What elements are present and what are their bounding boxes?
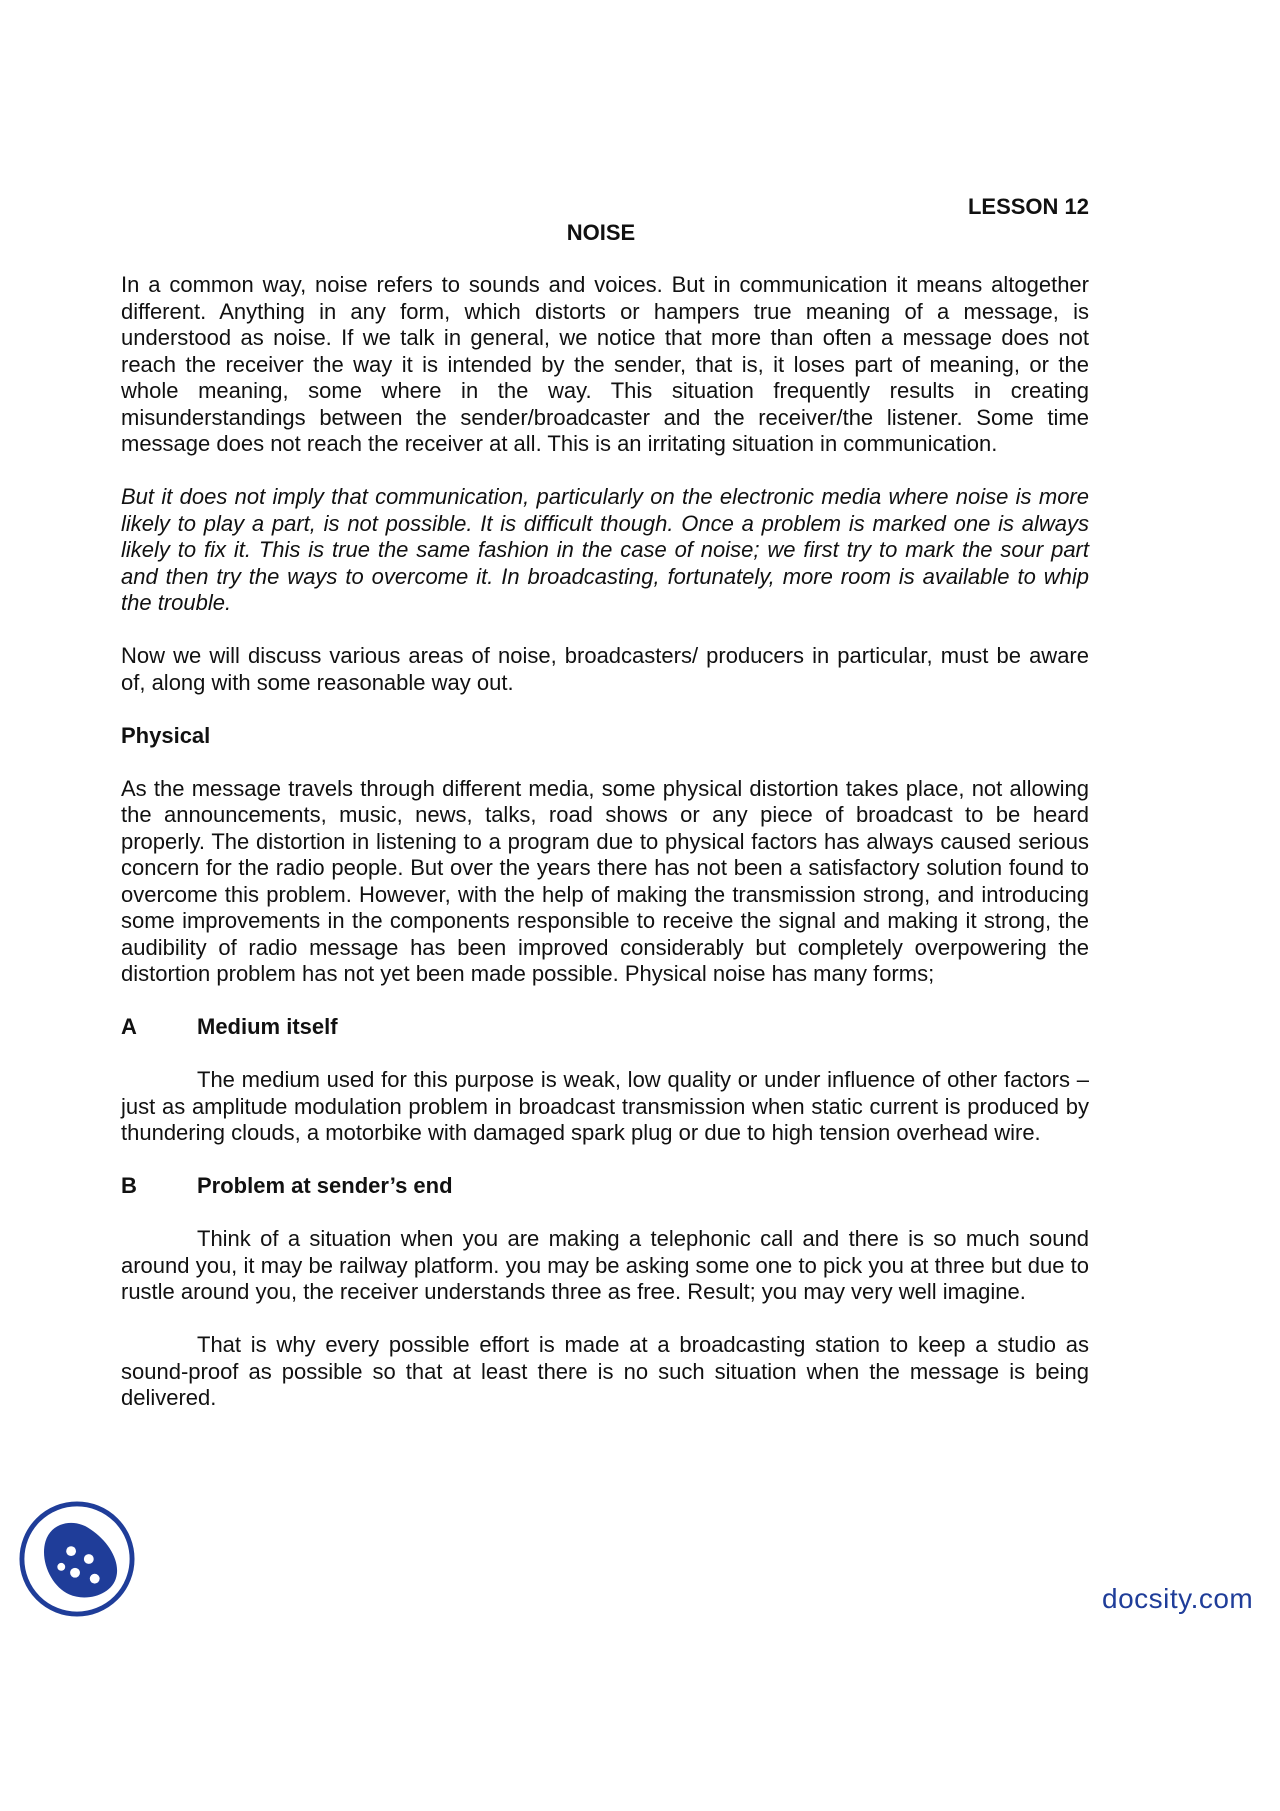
document-body: [121, 272, 1089, 1438]
section-heading-physical: Physical: [121, 722, 211, 748]
docsity-brand-link[interactable]: docsity.com: [1102, 1583, 1254, 1614]
lesson-number: LESSON 12: [967, 194, 1089, 219]
intro-paragraph-1: In a common way, noise refers to sounds and voices. But in communication it means altogether different. Anything in any form, which distorts or hampers true meaning of a message, is understood as noise. If we talk in general, we notice that more than often a message does not reach the receiver the way it is intended by the sender, that is, it loses part of meaning, or the whole meaning, some where in the way. This situation frequently results in creating misunderstandings between the sender/broadcaster and the receiver/the listener. Some time message does not reach the receiver at all. This is an irritating situation in communication.: [121, 272, 1089, 456]
section-heading-a: [121, 1014, 1089, 1041]
section-b-paragraph-2: That is why every possible effort is made at a broadcasting station to keep a studio as sound-proof as possible so that at least there is no such situation when the message is being delivered.: [121, 1332, 1089, 1410]
intro-paragraph-3: Now we will discuss various areas of noise, broadcasters/ producers in particular, must be aware of, along with some reasonable way out.: [121, 643, 1089, 695]
page-title: NOISE: [566, 220, 636, 245]
section-letter-b: B: [121, 1173, 137, 1198]
section-title-a: Medium itself: [197, 1014, 338, 1039]
physical-paragraph: As the message travels through different media, some physical distortion takes place, not allowing the announcements, music, news, talks, road shows or any piece of broadcast to be heard properly. The distortion in listening to a program due to physical factors has always caused serious concern for the radio people. But over the years there has not been a satisfactory solution found to overcome this problem. However, with the help of making the transmission strong, and introducing some improvements in the components responsible to receive the signal and making it strong, the audibility of radio message has been improved considerably but completely overpowering the distortion problem has not yet been made possible. Physical noise has many forms;: [121, 775, 1089, 986]
docsity-logo-icon: [18, 1500, 136, 1618]
section-b-paragraph-1: Think of a situation when you are making a telephonic call and there is so much sound around you, it may be railway platform. you may be asking some one to pick you at three but due to rustle around you, the receiver understands three as free. Result; you may very well imagine.: [121, 1226, 1089, 1304]
intro-paragraph-2: But it does not imply that communication, particularly on the electronic media where noise is more likely to play a part, is not possible. It is difficult though. Once a problem is marked one is always likely to fix it. This is true the same fashion in the case of noise; we first try to mark the sour part and then try the ways to overcome it. In broadcasting, fortunately, more room is available to whip the trouble.: [121, 484, 1089, 615]
section-letter-a: A: [121, 1014, 137, 1039]
section-heading-b: [121, 1173, 1089, 1200]
section-a-paragraph: The medium used for this purpose is weak, low quality or under influence of other factors – just as amplitude modulation problem in broadcast transmission when static current is produced by thundering clouds, a motorbike with damaged spark plug or due to high tension overhead wire.: [121, 1067, 1089, 1145]
section-title-b: Problem at sender’s end: [197, 1173, 453, 1198]
